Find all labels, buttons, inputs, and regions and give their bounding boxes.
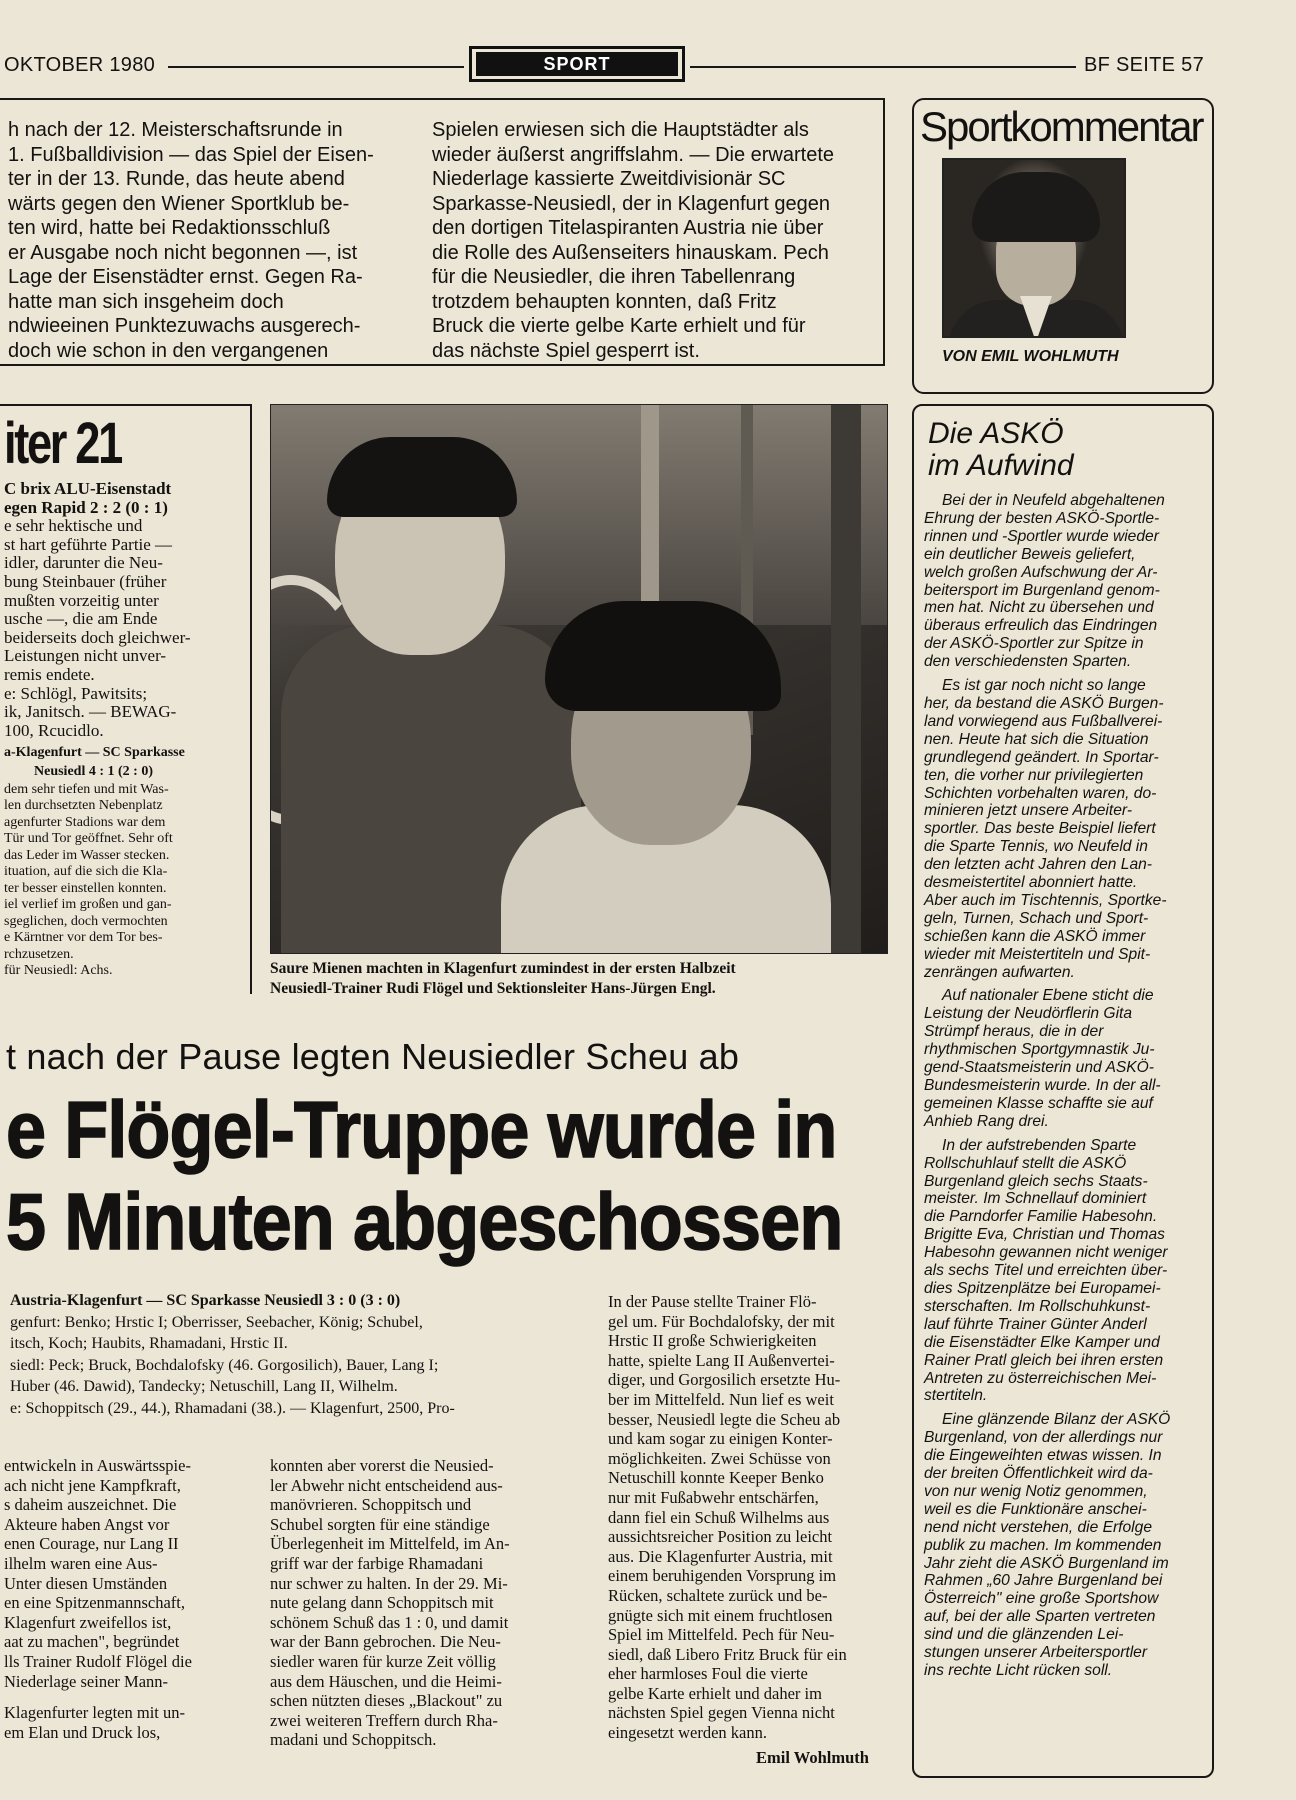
askoe-text: Bei der in Neufeld abgehaltenen Ehrung der besten ASKÖ-Sportle- rinnen und -Sportler wurde wieder ein deutlicher Beweis geliefert, welch großen Aufschwung der Ar- beitersport im Burgenland genom- men hat. Nicht zu übersehen und überaus erfreulich das Eindringen der ASKÖ-Sportler zur Spitze in den verschiedensten Sparten. Es ist gar noch nicht so lange her, da bestand die ASKÖ Burgen- land vorwiegend aus Fußballverei- nen. Heute hat sich die Situation grundlegend geändert. In Sportar- ten, die vorher nur privilegierten Schichten vorbehalten waren, do- minieren jetzt unsere Arbeiter- sportler. Das beste Beispiel liefert die Sparte Tennis, wo Neufeld in den letzten acht Jahren den Lan- desmeistertitel abonniert hatte. Aber auch im Tischtennis, Sportke- geln, Turnen, Schach und Sport- schießen kann die ASKÖ immer wieder mit Meistertiteln und Spit- zenrängen aufwarten. Auf nationaler Ebene sticht die Leistung der Neudörflerin Gita Strümpf heraus, die in der rhythmischen Sportgymnastik Ju- gend-Staatsmeisterin und ASKÖ- Bundesmeisterin wurde. In der all- gemeinen Klasse schaffte sie auf Anhieb Rang drei. In der aufstrebenden Sparte Rollschuhlauf stellt die ASKÖ Burgenland gleich sechs Staats- meister. Im Schnellauf dominiert die Parndorfer Familie Habesohn. Brigitte Eva, Christian und Thomas Habesohn gewannen nicht weniger als sechs Titel und erreichten über- dies Spitzenplätze bei Europamei- sterschaften. Im Rollschuhkunst- lauf führte Trainer Günter Anderl die Eisenstädter Elke Kamper und Rainer Pratl gleich bei ihren ersten Antreten zu österreichischen Mei- stertiteln. Eine glänzende Bilanz der ASKÖ Burgenland, von der allerdings nur die Eingeweihten etwas wissen. In der breiten Öffentlichkeit wird da- von nur wenig Notiz genommen, weil es die Funktionäre anschei- nend nicht verstehen, die Erfolge publik zu machen. Im kommenden Jahr zieht die ASKÖ Burgenland im Rahmen „60 Jahre Burgenland bei Österreich" eine große Sportshow auf, bei der alle Sparten vertreten sind und die glänzenden Lei- stungen unserer Arbeitersportler ins rechte Licht rücken soll. <box>924 492 1171 1679</box>
article-author: Emil Wohlmuth <box>756 1748 869 1767</box>
header-rule-left <box>168 66 464 68</box>
body-col1: entwickeln in Auswärtsspie- ach nicht jene Kampfkraft, s daheim auszeichnet. Die Akteure haben Angst vor enen Courage, nur Lang II ilhelm waren eine Aus- Unter diesen Umständen en eine Spitzenmannschaft, Klagenfurt zweifellos ist, aat zu machen", begründet lls Trainer Rudolf Flögel die Niederlage seiner Mann- Klagenfurter legten mit un- em Elan und Druck los, <box>4 1456 192 1742</box>
askoe-title-line2: im Aufwind <box>928 449 1074 482</box>
askoe-title <box>928 418 1074 482</box>
header-rule-right <box>690 66 1076 68</box>
headline-line-2: 5 Minuten abgeschossen <box>6 1177 843 1266</box>
unter21-title: iter 21 <box>4 411 121 476</box>
kommentar-byline: VON EMIL WOHLMUTH <box>942 348 1119 365</box>
body-col2: konnten aber vorerst die Neusied- ler Abwehr nicht entscheidend aus- manövrieren. Schoppitsch und Schubel sorgten für eine ständige Überlegenheit im Mittelfeld, im An- griff war der farbige Rhamadani nur schwer zu halten. In der 29. Mi- nute gelang dann Schoppitsch mit schönem Schuß das 1 : 0, und damit war der Bann gebrochen. Die Neu- siedler waren für kurze Zeit völlig aus dem Häuschen, und die Heimi- schen nützten dieses „Blackout" zu zwei weiteren Treffern durch Rha- madani und Schoppitsch. <box>270 1456 510 1750</box>
section-label-text: SPORT <box>476 52 678 76</box>
photo-caption-2: Neusiedl-Trainer Rudi Flögel und Sektionsleiter Hans-Jürgen Engl. <box>270 980 716 997</box>
section-label <box>469 46 685 82</box>
match-photo <box>270 404 888 954</box>
columnist-portrait <box>942 158 1126 338</box>
match-summary: Austria-Klagenfurt — SC Sparkasse Neusiedl 3 : 0 (3 : 0) genfurt: Benko; Hrstic I; Oberrisser, Seebacher, König; Schubel, itsch, Koch; Haubits, Rhamadani, Hrstic II. siedl: Peck; Bruck, Bochdalofsky (46. Gorgosilich), Bauer, Lang I; Huber (46. Dawid), Tandecky; Netuschill, Lang II, Wilhelm. e: Schoppitsch (29., 44.), Rhamadani (38.). — Klagenfurt, 2500, Pro- <box>10 1292 455 1417</box>
top-article-col1: h nach der 12. Meisterschaftsrunde in 1. Fußballdivision — das Spiel der Eisen- ter in der 13. Runde, das heute abend wärts gegen den Wiener Sportklub be- ten wird, hatte bei Redaktionsschluß er Ausgabe noch nicht begonnen —, ist Lage der Eisenstädter ernst. Gegen Ra- hatte man sich insgeheim doch ndwieeinen Punktezuwachs ausgerech- doch wie schon in den vergangenen <box>8 119 374 362</box>
headline-kicker: t nach der Pause legten Neusiedler Scheu ab <box>6 1036 740 1077</box>
kommentar-title: Sportkommentar <box>920 103 1203 150</box>
top-article-col2: Spielen erwiesen sich die Hauptstädter als wieder äußerst angriffslahm. — Die erwartete Niederlage kassierte Zweitdivisionär SC Sparkasse-Neusiedl, der in Klagenfurt gegen den dortigen Titelaspiranten Austria nie über die Rolle des Außenseiters hinauskam. Pech für die Neusiedler, die ihren Tabellenrang trotzdem behaupten konnten, daß Fritz Bruck die vierte gelbe Karte erhielt und für das nächste Spiel gesperrt ist. <box>432 119 835 362</box>
body-col3: In der Pause stellte Trainer Flö- gel um. Für Bochdalofsky, der mit Hrstic II große Schwierigkeiten hatte, spielte Lang II Außenvertei- diger, und Gorgosilich ersetzte Hu- ber im Mittelfeld. Nun lief es weit besser, Neusiedl legte die Scheu ab und kam sogar zu einigen Konter- möglichkeiten. Zwei Schüsse von Netuschill konnte Keeper Benko nur mit Fußabwehr entschärfen, dann fiel ein Schuß Wilhelms aus aussichtsreicher Position zu leicht aus. Die Klagenfurter Austria, mit einem beruhigenden Vorsprung im Rücken, schaltete zurück und be- gnügte sich mit einem fruchtlosen Spiel im Mittelfeld. Pech für Neu- siedl, daß Libero Fritz Bruck für ein eher harmloses Foul die vierte gelbe Karte erhielt und daher im nächsten Spiel gegen Vienna nicht eingesetzt werden kann. <box>608 1292 847 1743</box>
headline-line-1: e Flögel-Truppe wurde in <box>6 1085 837 1174</box>
page-number: BF SEITE 57 <box>1084 54 1205 76</box>
photo-caption-1: Saure Mienen machten in Klagenfurt zumindest in der ersten Halbzeit <box>270 960 736 977</box>
issue-date: OKTOBER 1980 <box>4 54 156 76</box>
unter21-text: C brix ALU-Eisenstadt egen Rapid 2 : 2 (0 : 1) e sehr hektische und st hart geführte Partie — idler, darunter die Neu- bung Steinbauer (früher mußten vorzeitig unter usche —, die am Ende beiderseits doch gleichwer- Leistungen nicht unver- remis endete. e: Schlögl, Pawitsits; ik, Janitsch. — BEWAG- 100, Rcucidlo. a-Klagenfurt — SC Sparkasse Neusiedl 4 : 1 (2 : 0) dem sehr tiefen und mit Was- len durchsetzten Nebenplatz agenfurter Stadions war dem Tür und Tor geöffnet. Sehr oft das Leder im Wasser stecken. ituation, auf die sich die Kla- ter besser einstellen konnten. iel verlief im großen und gan- sgeglichen, doch vermochten e Kärntner vor dem Tor bes- rchzusetzen. für Neusiedl: Achs. <box>4 479 191 978</box>
askoe-title-line1: Die ASKÖ <box>928 417 1064 450</box>
